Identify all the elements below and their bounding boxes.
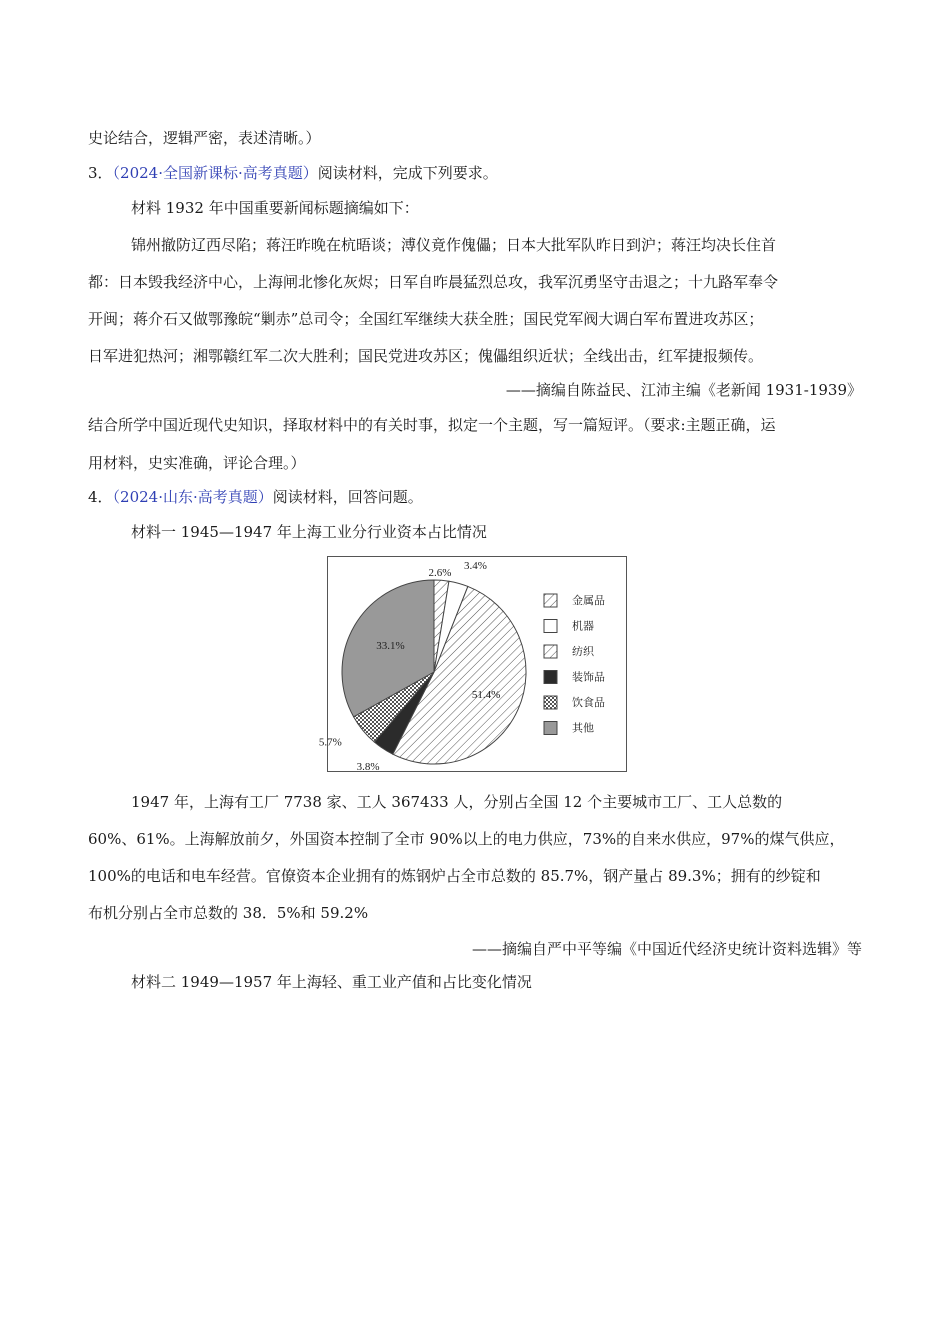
question-number: 3． bbox=[88, 164, 113, 182]
legend-label-ornament: 装饰品 bbox=[572, 670, 605, 684]
pie-label-machinery: 3.4% bbox=[464, 560, 487, 573]
legend-swatch-other bbox=[544, 722, 557, 735]
pie-label-metal: 2.6% bbox=[428, 567, 452, 580]
legend-label-food: 饮食品 bbox=[572, 696, 605, 709]
question-3-header bbox=[88, 163, 498, 183]
pie-chart-svg bbox=[318, 557, 628, 774]
pie-chart bbox=[318, 556, 627, 774]
material-text: 开闽；蒋介石又做鄂豫皖“剿赤”总司令；全国红军继续大获全胜；国民党军阀大调白军布置进攻苏区； bbox=[88, 310, 764, 328]
question-source: （2024·全国新课标·高考真题） bbox=[112, 164, 318, 182]
material-text: 日军进犯热河；湘鄂赣红军二次大胜利；国民党进攻苏区；傀儡组织近状；全线出击，红军捷报频传。 bbox=[88, 347, 764, 365]
legend-swatch-textile bbox=[544, 645, 557, 658]
body-text: 60%、61%。上海解放前夕，外国资本控制了全市 90%以上的电力供应，73%的自来水供应，97%的煤气供应， bbox=[88, 830, 845, 848]
pie-label-ornament: 3.8% bbox=[356, 761, 380, 774]
text-line: 史论结合，逻辑严密，表述清晰。） bbox=[88, 129, 321, 147]
legend-label-other: 其他 bbox=[572, 721, 594, 735]
legend-swatch-metal bbox=[544, 594, 557, 607]
legend-label-textile: 纺织 bbox=[572, 645, 594, 658]
citation: ——摘编自陈益民、江沛主编《老新闻 1931-1939》 bbox=[505, 381, 862, 399]
pie-label-textile: 51.4% bbox=[471, 688, 501, 701]
legend-swatch-food bbox=[544, 696, 557, 709]
material-text: 都：日本毁我经济中心，上海闸北惨化灰烬；日军自昨晨猛烈总攻，我军沉勇坚守击退之；十九路军奉令 bbox=[88, 273, 779, 291]
pie-label-other: 33.1% bbox=[376, 639, 405, 652]
question-prompt: 阅读材料，完成下列要求。 bbox=[317, 164, 498, 182]
material-title: 材料二 1949—1957 年上海轻、重工业产值和占比变化情况 bbox=[131, 973, 532, 991]
legend-label-machinery: 机器 bbox=[572, 619, 594, 633]
legend-swatch-ornament bbox=[544, 671, 557, 684]
citation: ——摘编自严中平等编《中国近代经济史统计资料选辑》等 bbox=[471, 940, 862, 958]
question-prompt: 阅读材料，回答问题。 bbox=[272, 488, 423, 506]
question-number: 4． bbox=[88, 488, 113, 506]
task-text: 结合所学中国近现代史知识，择取材料中的有关时事，拟定一个主题，写一篇短评。（要求:主题正确，运 bbox=[88, 416, 776, 434]
task-text: 用材料，史实准确，评论合理。） bbox=[88, 454, 306, 472]
body-text: 1947 年，上海有工厂 7738 家、工人 367433 人，分别占全国 12 个主要城市工厂、工人总数的 bbox=[131, 793, 783, 811]
body-text: 100%的电话和电车经营。官僚资本企业拥有的炼钢炉占全市总数的 85.7%，钢产量占 89.3%；拥有的纱锭和 bbox=[88, 867, 821, 885]
material-title: 材料一 1945—1947 年上海工业分行业资本占比情况 bbox=[131, 523, 487, 541]
legend-label-metal: 金属品 bbox=[572, 594, 605, 607]
legend-swatch-machinery bbox=[544, 620, 557, 633]
body-text: 布机分别占全市总数的 38．5%和 59.2% bbox=[88, 904, 369, 922]
material-title: 材料 1932 年中国重要新闻标题摘编如下： bbox=[131, 199, 419, 217]
question-4-header bbox=[88, 487, 423, 507]
question-source: （2024·山东·高考真题） bbox=[112, 488, 273, 506]
material-text: 锦州撤防辽西尽陷；蒋汪昨晚在杭晤谈；溥仪竟作傀儡；日本大批军队昨日到沪；蒋汪均决长住首 bbox=[131, 236, 777, 254]
pie-label-food: 5.7% bbox=[318, 736, 342, 749]
